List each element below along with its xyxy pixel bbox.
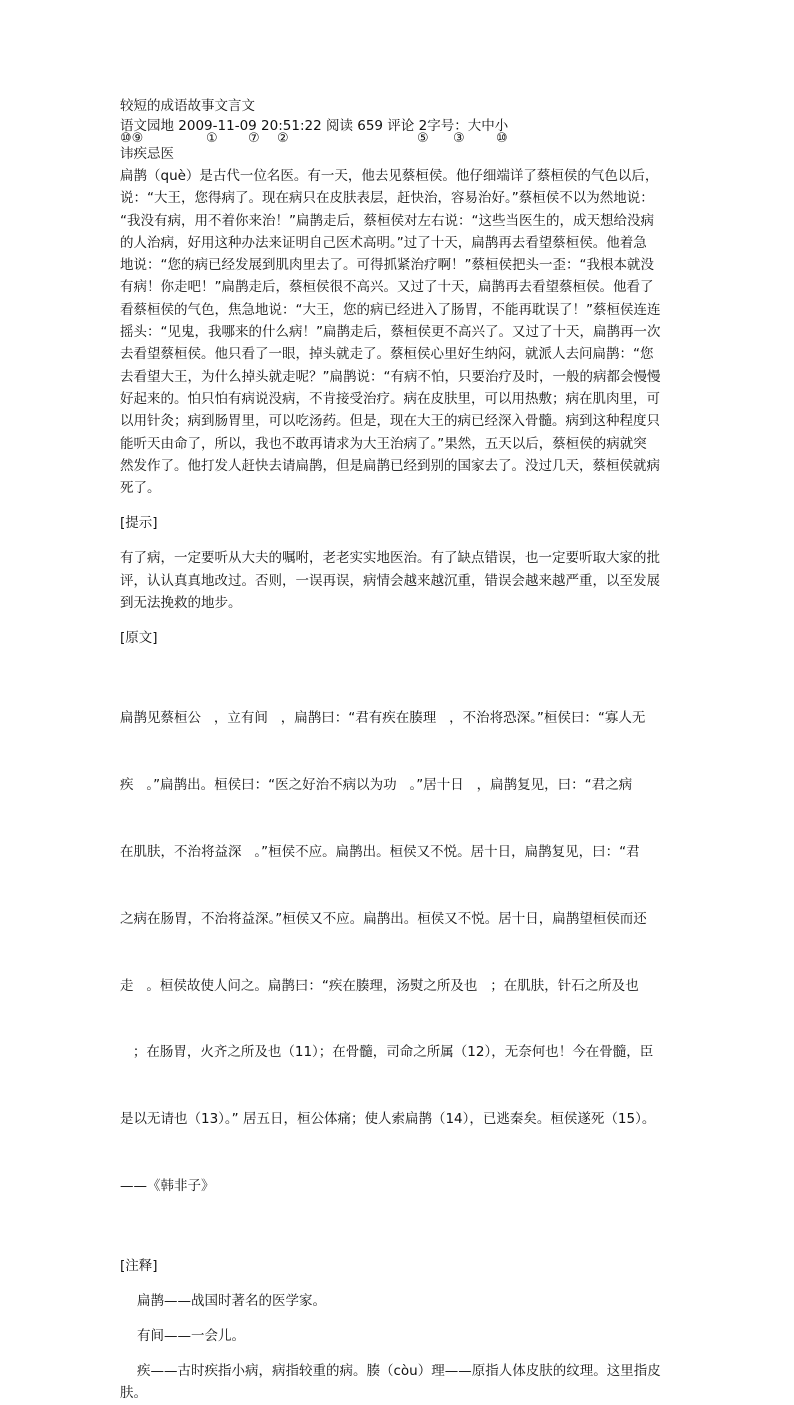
story-line: 扁鹊（què）是古代一位名医。有一天，他去见蔡桓侯。他仔细端详了蔡桓侯的气色以后， xyxy=(120,168,659,184)
story-line: 的人治病，好用这种办法来证明自己医术高明。”过了十天，扁鹊再去看望蔡桓侯。他着急 xyxy=(120,234,647,251)
hint-line: 有了病，一定要听从大夫的嘱咐，老老实实地医治。有了缺点错误，也一定要听取大家的批 xyxy=(120,550,660,567)
original-line: 扁鹊见蔡桓公 ，立有间 ，扁鹊曰：“君有疾在腠理 ，不治将恐深。”桓侯曰：“寡人无 xyxy=(120,709,646,726)
story-line: 能听天由命了，所以，我也不敢再请求为大王治病了。”果然，五天以后，蔡桓侯的病就突 xyxy=(120,435,647,452)
article xyxy=(120,95,680,1405)
annotation-marks xyxy=(120,131,680,149)
mark: ⑩⑨ xyxy=(120,131,144,146)
article-meta: 语文园地 2009-11-09 20:51:22 阅读 659 评论 2字号：大中小 xyxy=(120,118,509,134)
mark: ③ xyxy=(453,131,465,146)
story-line: 死了。 xyxy=(120,480,161,497)
original-label: [原文] xyxy=(120,630,158,647)
original-line: 走 。桓侯故使人问之。扁鹊曰：“疾在腠理，汤熨之所及也 ；在肌肤，针石之所及也 xyxy=(120,977,639,994)
mark: ① xyxy=(206,131,218,146)
mark: ⑩ xyxy=(496,131,508,146)
note-item: 有间——一会儿。 xyxy=(137,1328,245,1345)
hint-label: [提示] xyxy=(120,515,158,532)
story-line: 有病！你走吧！”扁鹊走后，蔡桓侯很不高兴。又过了十天，扁鹊再去看望蔡桓侯。他看了 xyxy=(120,279,654,296)
story-line: 说：“大王，您得病了。现在病只在皮肤表层，赶快治，容易治好。”蔡桓侯不以为然地说： xyxy=(120,190,654,207)
note-item: 扁鹊——战国时著名的医学家。 xyxy=(137,1293,326,1310)
note-line: 肤。 xyxy=(120,1385,147,1402)
original-line: 疾 。”扁鹊出。桓侯曰：“医之好治不病以为功 。”居十日 ，扁鹊复见，曰：“君之病 xyxy=(120,776,633,793)
hint-line: 评，认认真真地改过。否则，一误再误，病情会越来越沉重，错误会越来越严重，以至发展 xyxy=(120,572,660,589)
story-line: 好起来的。怕只怕有病说没病，不肯接受治疗。病在皮肤里，可以用热敷；病在肌肉里，可 xyxy=(120,390,660,407)
article-title: 较短的成语故事文言文 xyxy=(120,98,255,114)
original-line: 之病在肠胃，不治将益深。”桓侯又不应。扁鹊出。桓侯又不悦。居十日，扁鹊望桓侯而还 xyxy=(120,910,647,927)
story-line: 然发作了。他打发人赶快去请扁鹊，但是扁鹊已经到别的国家去了。没过几天，蔡桓侯就病 xyxy=(120,457,660,474)
note-item xyxy=(120,1360,680,1405)
original-source: ——《韩非子》 xyxy=(120,1178,215,1195)
story-line: 以用针灸；病到肠胃里，可以吃汤药。但是，现在大王的病已经深入骨髓。病到这种程度只 xyxy=(120,413,660,430)
story-line: 去看望蔡桓侯。他只看了一眼，掉头就走了。蔡桓侯心里好生纳闷，就派人去问扁鹊：“您 xyxy=(120,346,654,363)
story-paragraph xyxy=(120,165,680,499)
original-line: ；在肠胃，火齐之所及也（11）；在骨髓，司命之所属（12），无奈何也！今在骨髓，臣 xyxy=(120,1044,654,1061)
hint-paragraph xyxy=(120,547,680,614)
mark: ⑤ xyxy=(417,131,429,146)
original-line: 是以无请也（13）。” 居五日，桓公体痛；使人索扁鹊（14），已逃秦矣。桓侯遂死（15）。 xyxy=(120,1111,656,1128)
original-line: 在肌肤，不治将益深 。”桓侯不应。扁鹊出。桓侯又不悦。居十日，扁鹊复见，曰：“君 xyxy=(120,843,640,860)
story-line: 地说：“您的病已经发展到肌肉里去了。可得抓紧治疗啊！”蔡桓侯把头一歪：“我根本就没 xyxy=(120,257,654,274)
story-line: 看蔡桓侯的气色，焦急地说：“大王，您的病已经进入了肠胃，不能再耽误了！”蔡桓侯连连 xyxy=(120,301,661,318)
story-heading: 讳疾忌医 xyxy=(120,146,174,162)
note-line: 疾——古时疾指小病，病指较重的病。腠（còu）理——原指人体皮肤的纹理。这里指皮 xyxy=(137,1363,661,1380)
mark: ② xyxy=(277,131,289,146)
hint-line: 到无法挽救的地步。 xyxy=(120,595,242,612)
original-paragraph xyxy=(120,662,680,1242)
story-line: 去看望大王，为什么掉头就走呢？”扁鹊说：“有病不怕，只要治疗及时，一般的病都会慢慢 xyxy=(120,368,661,385)
notes-label: [注释] xyxy=(120,1258,158,1275)
story-line: 摇头：“见鬼，我哪来的什么病！”扁鹊走后，蔡桓侯更不高兴了。又过了十天，扁鹊再一次 xyxy=(120,324,661,341)
story-line: “我没有病，用不着你来治！”扁鹊走后，蔡桓侯对左右说：“这些当医生的，成天想给没病 xyxy=(120,212,654,229)
mark: ⑦ xyxy=(248,131,260,146)
